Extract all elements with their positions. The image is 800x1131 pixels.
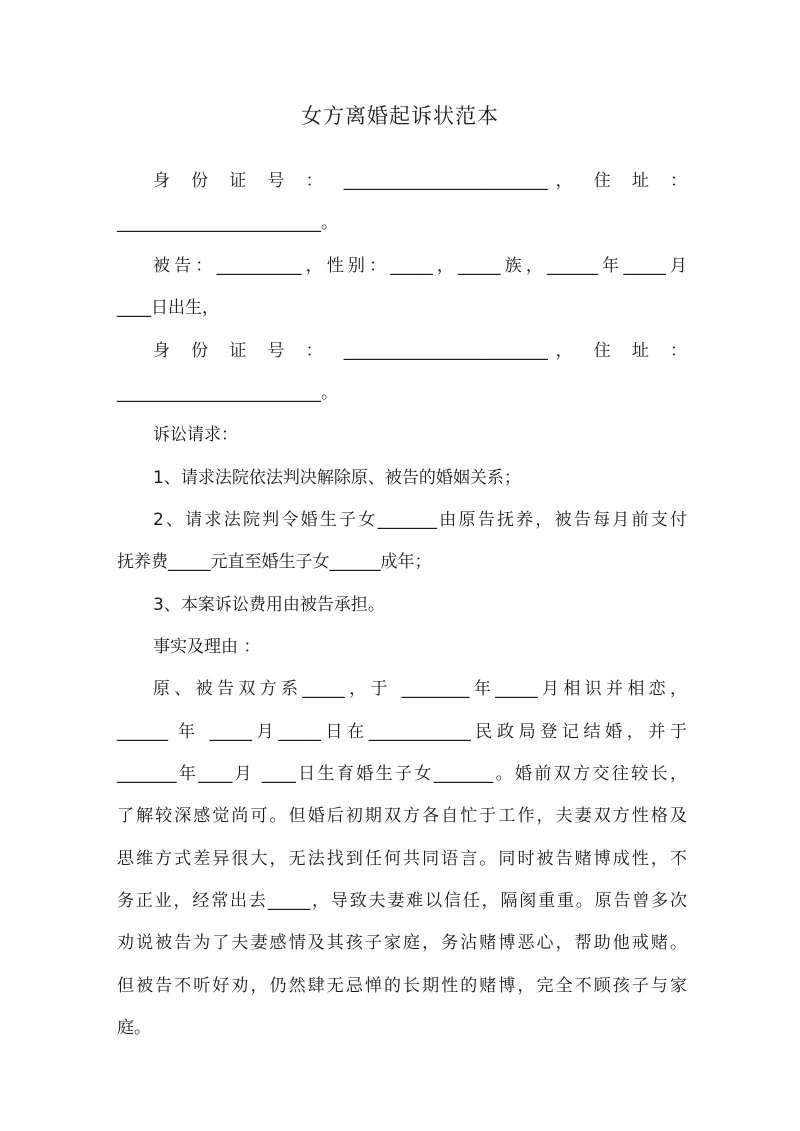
facts-line-2: ______ 年 _____月_____日在____________民政局登记结婚，并于: [117, 722, 687, 742]
defendant-birth-line: ____日出生，: [117, 298, 219, 318]
claim-3: 3、本案诉讼费用由被告承担。: [153, 595, 385, 615]
facts-line-1: 原、被告双方系_____，于 ________年_____月相识并相恋，: [153, 679, 687, 699]
facts-line-5: 思维方式差异很大，无法找到任何共同语言。同时被告赌博成性，不: [117, 849, 687, 869]
facts-line-3: _______年____月 ____日生育婚生子女_______。婚前双方交往较长，: [117, 764, 687, 784]
facts-line-7: 劝说被告为了夫妻感情及其孩子家庭，务沾赌博恶心，帮助他戒赌。: [117, 933, 687, 953]
facts-line-4: 了解较深感觉尚可。但婚后初期双方各自忙于工作，夫妻双方性格及: [117, 806, 687, 826]
claim-1: 1、请求法院依法判决解除原、被告的婚姻关系；: [153, 468, 521, 488]
defendant-address-line: ________________________。: [117, 383, 338, 403]
facts-line-8: 但被告不听好劝，仍然肆无忌惮的长期性的赌博，完全不顾孩子与家: [117, 976, 687, 996]
facts-heading: 事实及理由 ：: [153, 637, 261, 657]
plaintiff-address-line: ________________________。: [117, 213, 338, 233]
claims-heading: 诉讼请求：: [153, 425, 238, 445]
defendant-info-line: 被告：__________，性别：_____，_____族，______年_____月: [153, 256, 687, 276]
document-title: 女方离婚起诉状范本: [301, 104, 499, 128]
defendant-id-line: 身 份 证 号 ： ________________________， 住 址 ：: [153, 341, 687, 361]
claim-2: 2、请求法院判令婚生子女_______由原告抚养，被告每月前支付: [153, 510, 687, 530]
claim-2-continued: 抚养费_____元直至婚生子女______成年；: [117, 552, 432, 572]
plaintiff-id-line: 身 份 证 号 ： ________________________， 住 址 ：: [153, 171, 687, 191]
facts-line-6: 务正业，经常出去_____，导致夫妻难以信任，隔阂重重。原告曾多次: [117, 891, 687, 911]
facts-line-9: 庭。: [117, 1018, 151, 1038]
